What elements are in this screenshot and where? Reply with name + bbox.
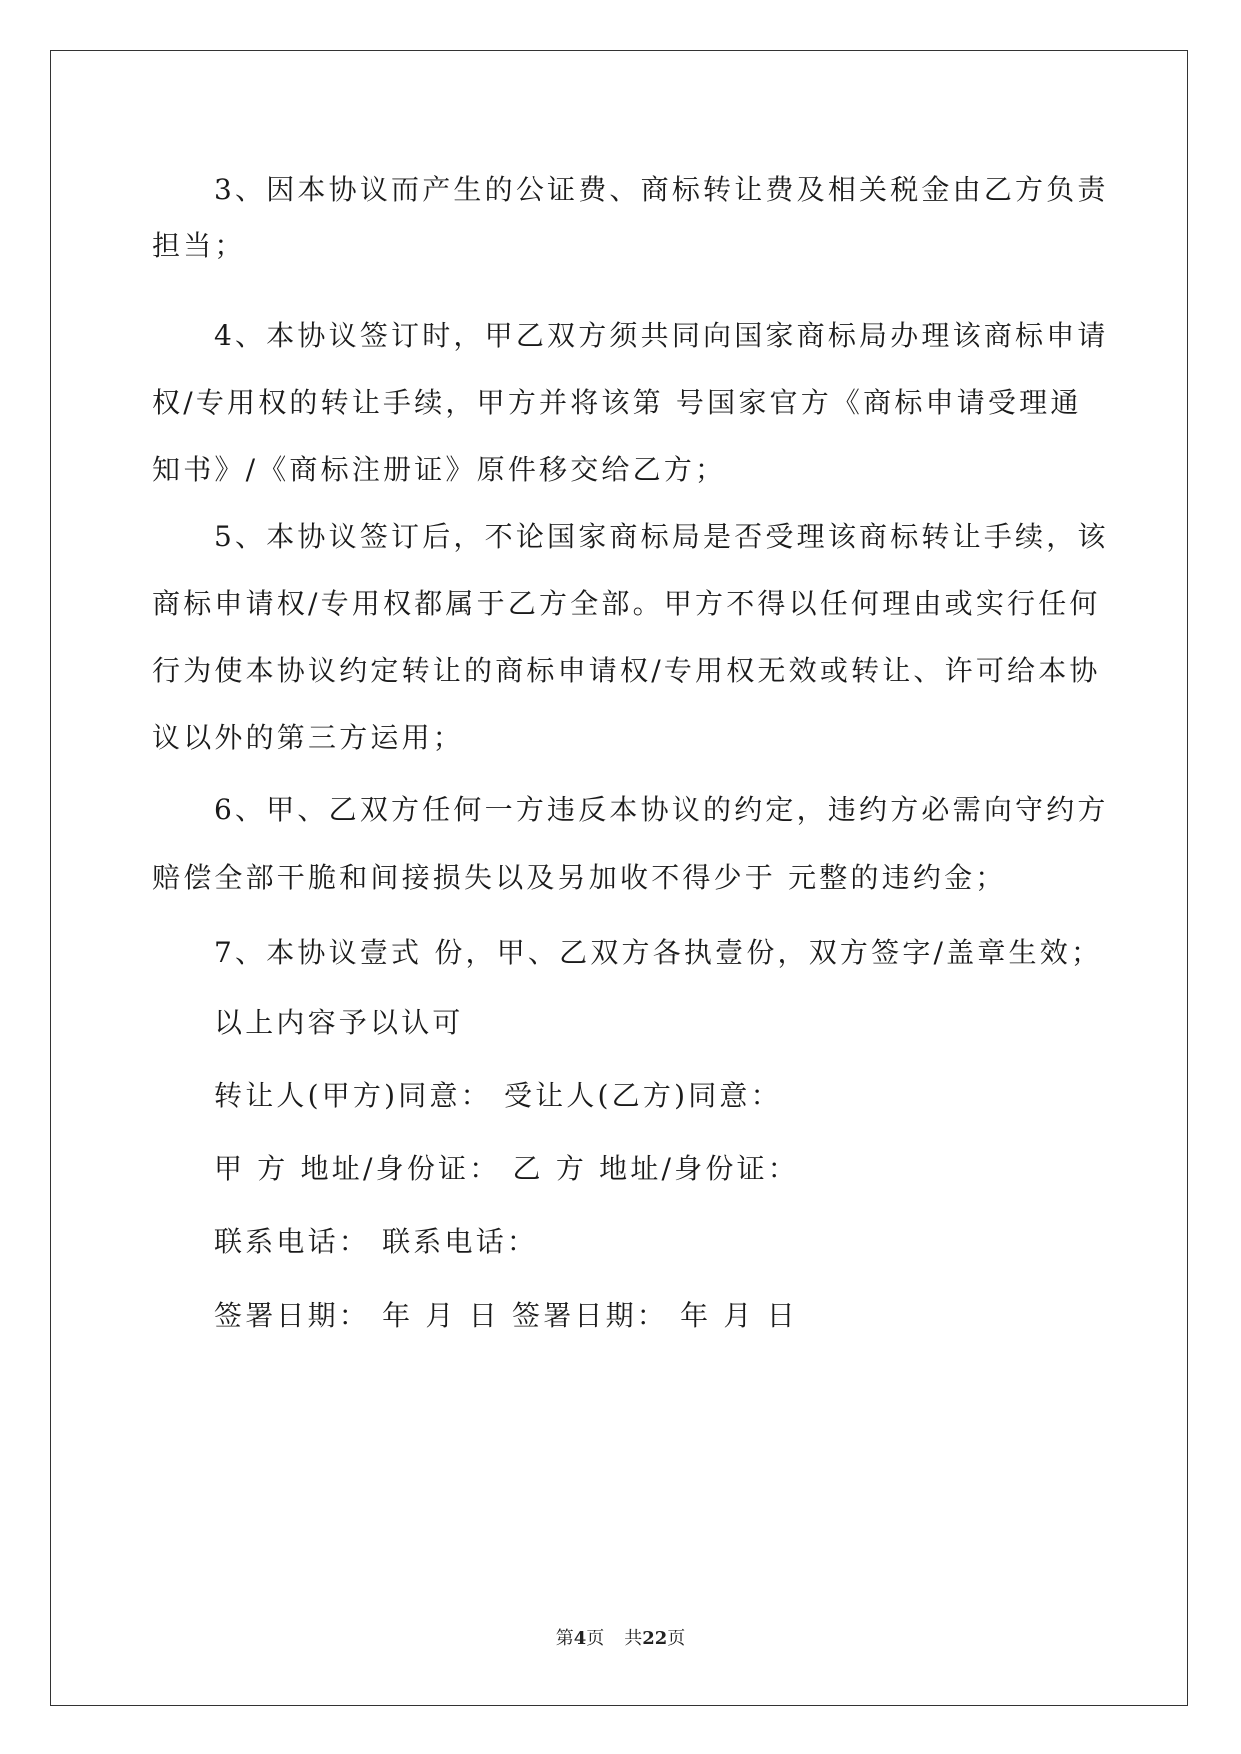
clause-7-line-1: 7、本协议壹式 份，甲、乙双方各执壹份，双方签字/盖章生效； — [214, 936, 1103, 969]
clause-5-line-2: 商标申请权/专用权都属于乙方全部。甲方不得以任何理由或实行任何 — [152, 587, 1101, 620]
clause-5-line-1: 5、本协议签订后，不论国家商标局是否受理该商标转让手续，该 — [214, 520, 1109, 553]
clause-3-line-2: 担当； — [152, 229, 246, 262]
page-footer — [0, 1624, 1241, 1650]
clause-5-line-3: 行为使本协议约定转让的商标申请权/专用权无效或转让、许可给本协 — [152, 654, 1101, 687]
footer-page-number: 4 — [573, 1628, 587, 1649]
signing-date-line: 签署日期： 年 月 日 签署日期： 年 月 日 — [214, 1299, 798, 1332]
clause-6-line-1: 6、甲、乙双方任何一方违反本协议的约定，违约方必需向守约方 — [214, 793, 1109, 826]
clause-6-line-2: 赔偿全部干脆和间接损失以及另加收不得少于 元整的违约金； — [152, 861, 1007, 894]
clause-4-line-1: 4、本协议签订时，甲乙双方须共同向国家商标局办理该商标申请 — [214, 319, 1109, 352]
approval-line: 以上内容予以认可 — [214, 1006, 464, 1039]
footer-total-suffix: 页 — [667, 1628, 686, 1649]
address-id-line: 甲 方 地址/身份证： 乙 方 地址/身份证： — [214, 1152, 799, 1185]
footer-total-pages: 22 — [642, 1628, 668, 1649]
clause-4-line-3: 知书》/《商标注册证》原件移交给乙方； — [152, 453, 727, 486]
clause-3-line-1: 3、因本协议而产生的公证费、商标转让费及相关税金由乙方负责 — [214, 173, 1109, 206]
phone-line: 联系电话： 联系电话： — [214, 1225, 539, 1258]
clause-4-line-2: 权/专用权的转让手续，甲方并将该第 号国家官方《商标申请受理通 — [152, 386, 1082, 419]
consent-line: 转让人(甲方)同意： 受让人(乙方)同意： — [214, 1079, 782, 1112]
footer-total-prefix: 共 — [624, 1628, 643, 1649]
footer-page-prefix: 第 — [555, 1628, 574, 1649]
footer-page-suffix: 页 — [586, 1628, 605, 1649]
clause-5-line-4: 议以外的第三方运用； — [152, 721, 465, 754]
